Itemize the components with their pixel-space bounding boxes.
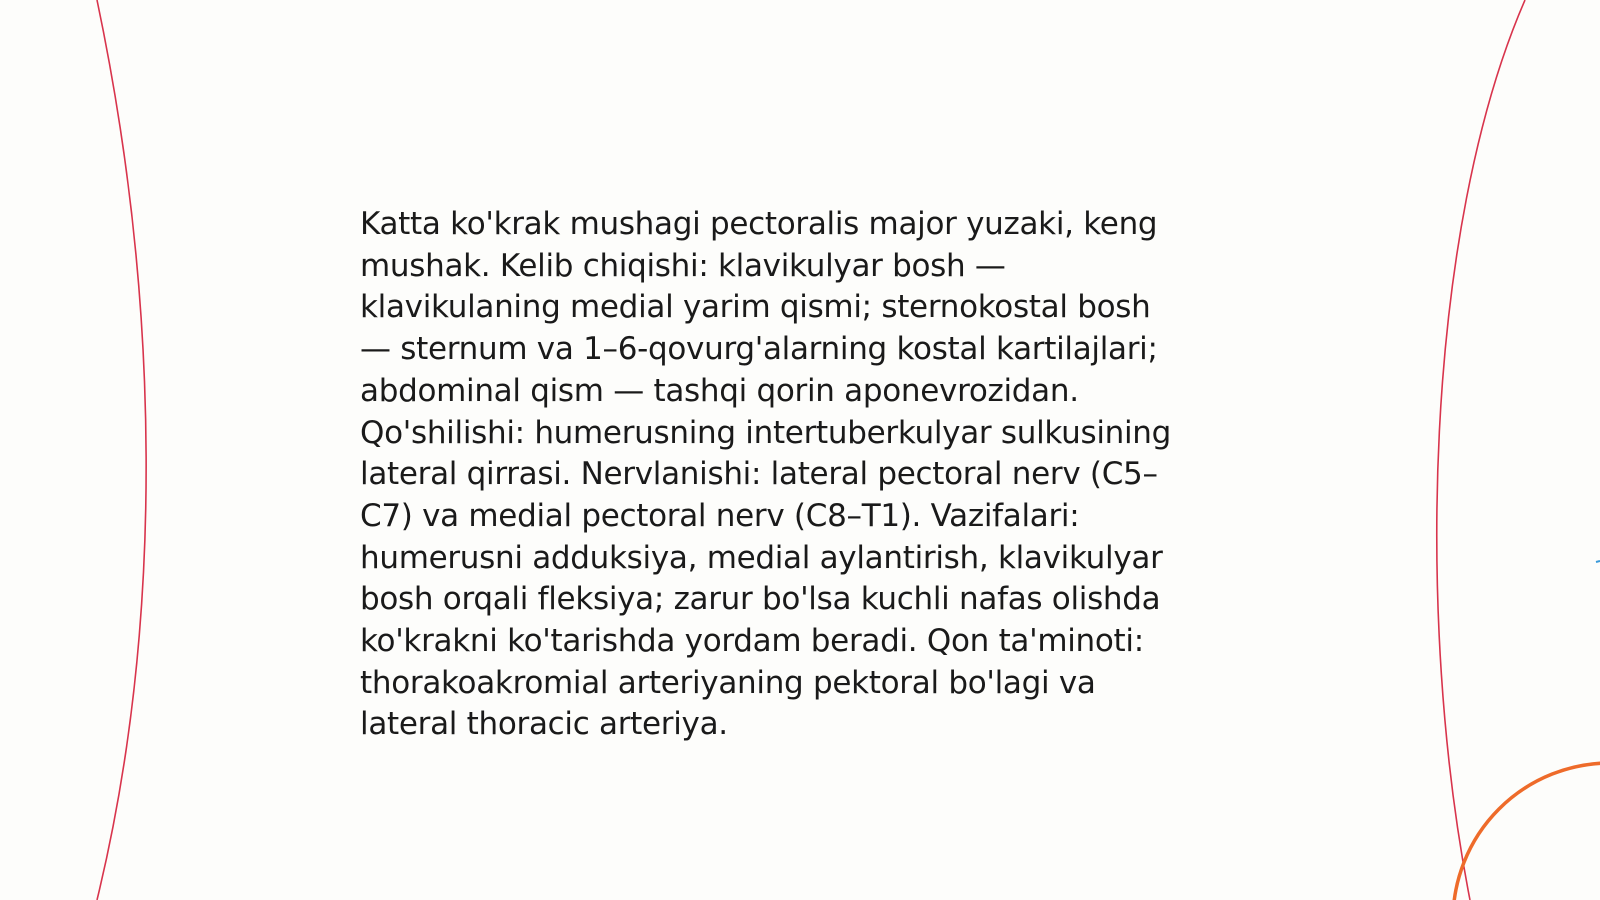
body-line: C7) va medial pectoral nerv (C8–T1). Vazifalari: bbox=[360, 497, 1080, 534]
body-line: thorakoakromial arteriyaning pektoral bo'lagi va bbox=[360, 664, 1096, 701]
body-line: humerusni adduksiya, medial aylantirish, klavikulyar bbox=[360, 539, 1163, 576]
body-line: ko'krakni ko'tarishda yordam beradi. Qon ta'minoti: bbox=[360, 623, 1144, 660]
body-line: mushak. Kelib chiqishi: klavikulyar bosh — bbox=[360, 247, 1006, 284]
corner-orange-arc bbox=[1453, 763, 1600, 900]
body-paragraph bbox=[360, 204, 1240, 746]
edge-blue-accent bbox=[1596, 561, 1600, 562]
body-line: abdominal qism — tashqi qorin aponevrozidan. bbox=[360, 372, 1079, 409]
body-line: klavikulaning medial yarim qismi; sternokostal bosh bbox=[360, 289, 1151, 326]
body-line: bosh orqali fleksiya; zarur bo'lsa kuchli nafas olishda bbox=[360, 581, 1161, 618]
body-line: lateral thoracic arteriya. bbox=[360, 706, 728, 743]
body-line: Katta ko'krak mushagi pectoralis major yuzaki, keng bbox=[360, 206, 1158, 242]
body-line: — sternum va 1–6-qovurg'alarning kostal kartilajlari; bbox=[360, 331, 1158, 368]
right-arc-line bbox=[1437, 0, 1525, 900]
left-arc-line bbox=[97, 0, 146, 900]
body-line: lateral qirrasi. Nervlanishi: lateral pectoral nerv (C5– bbox=[360, 456, 1158, 493]
body-line: Qo'shilishi: humerusning intertuberkulyar sulkusining bbox=[360, 414, 1172, 451]
